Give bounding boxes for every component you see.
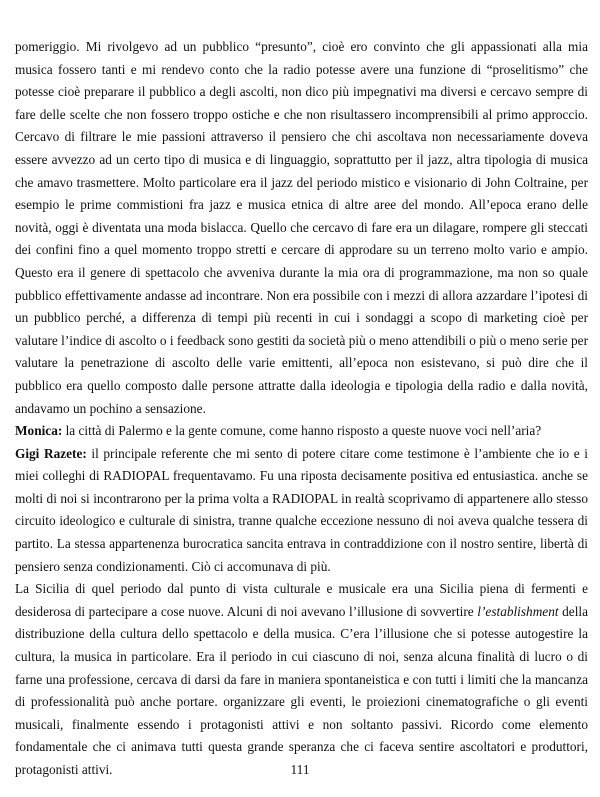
answer-text: il principale referente che mi sento di potere citare come testimone è l’ambiente che io e i miei colleghi di RADIOPAL frequentavamo. Fu una riposta decisamente positiva ed entusiastica. anche se molti di noi si incontrarono per la prima volta a RADIOPAL in realtà scoprivamo di appartenere allo stesso circuito ideologico e culturale di sinistra, tranne qualche eccezione nessuno di noi aveva qualche tessera di partito. La stessa appartenenza burocratica sancita entrava in contraddizione con il nostro sentire, libertà di pensiero senza condizionamenti. Ciò ci accomunava di più.	[15, 445, 588, 574]
speaker-label-monica: Monica:	[15, 423, 63, 439]
speaker-label-gigi-razete: Gigi Razete:	[15, 445, 87, 461]
paragraph-4-text-end: della distribuzione della cultura dello spettacolo e della musica. C’era l’illusione che si potesse autogestire la cultura, la musica in particolare. Era il periodo in cui ciascuno di noi, senza alcuna finalità di lucro o di farne una professione, cercava di darsi da fare in maniera spontaneistica e con tutti i limiti che la mancanza di professionalità può anche portare. organizzare gli eventi, le proiezioni cinematografiche o gli eventi musicali, finalmente essendo i protagonisti attivi e non soltanto passivi. Ricordo come elemento fondamentale che ci animava tutti questa grande speranza che ci faceva sentire ascoltatori e produttori, protagonisti attivi.	[15, 603, 588, 777]
paragraph-1	[15, 36, 588, 420]
page-body	[15, 36, 588, 782]
italic-term: l’establishment	[477, 603, 559, 619]
question-text: la città di Palermo e la gente comune, come hanno risposto a queste nuove voci nell’aria?	[62, 423, 542, 439]
paragraph-4-text-start: La Sicilia di quel periodo dal punto di vista culturale e musicale era una Sicilia piena di fermenti e desiderosa di partecipare a cose nuove. Alcuni di noi avevano l’illusione di sovvertire	[15, 581, 588, 619]
page-number: 111	[290, 762, 310, 777]
paragraph-3-answer	[15, 443, 588, 579]
paragraph-4	[15, 578, 588, 781]
paragraph-1-text: pomeriggio. Mi rivolgevo ad un pubblico “presunto”, cioè ero convinto che gli appassionati alla mia musica fossero tanti e mi rendevo conto che la radio potesse avere una funzione di “proselitismo” che potesse cioè preparare il pubblico a degli ascolti, non dico più impegnativi ma diversi e cercavo sempre di fare delle scelte che non fossero troppo ostiche e che non risultassero incomprensibili al primo approccio. Cercavo di filtrare le mie passioni attraverso il pensiero che chi ascoltava non necessariamente doveva essere avvezzo ad un certo tipo di musica e di linguaggio, soprattutto per il jazz, altra tipologia di musica che amavo trasmettere. Molto particolare era il jazz del periodo mistico e visionario di John Coltraine, per esempio le prime commistioni fra jazz e musica etnica di altre aree del mondo. All’epoca erano delle novità, oggi è diventata una moda bislacca. Quello che cercavo di fare era un dilagare, rompere gli steccati dei confini fino a quel momento troppo stretti e cercare di approdare su un terreno molto vario e ampio. Questo era il genere di spettacolo che avveniva durante la mia ora di programmazione, ma non so quale pubblico effettivamente andasse ad incontrare. Non era possibile con i mezzi di allora azzardare l’ipotesi di un pubblico perché, a differenza di tempi più recenti in cui i sondaggi a scopo di marketing cioè per valutare l’indice di ascolto o i feedback sono gestiti da società più o meno attendibili o più o meno serie per valutare la penetrazione di ascolto delle varie emittenti, all’epoca non esistevano, si può dire che il pubblico era quello composto dalle persone attratte dalla ideologia e tipologia della radio e dalla novità, andavamo un pochino a sensazione.	[15, 39, 588, 416]
paragraph-2-question	[15, 420, 588, 443]
